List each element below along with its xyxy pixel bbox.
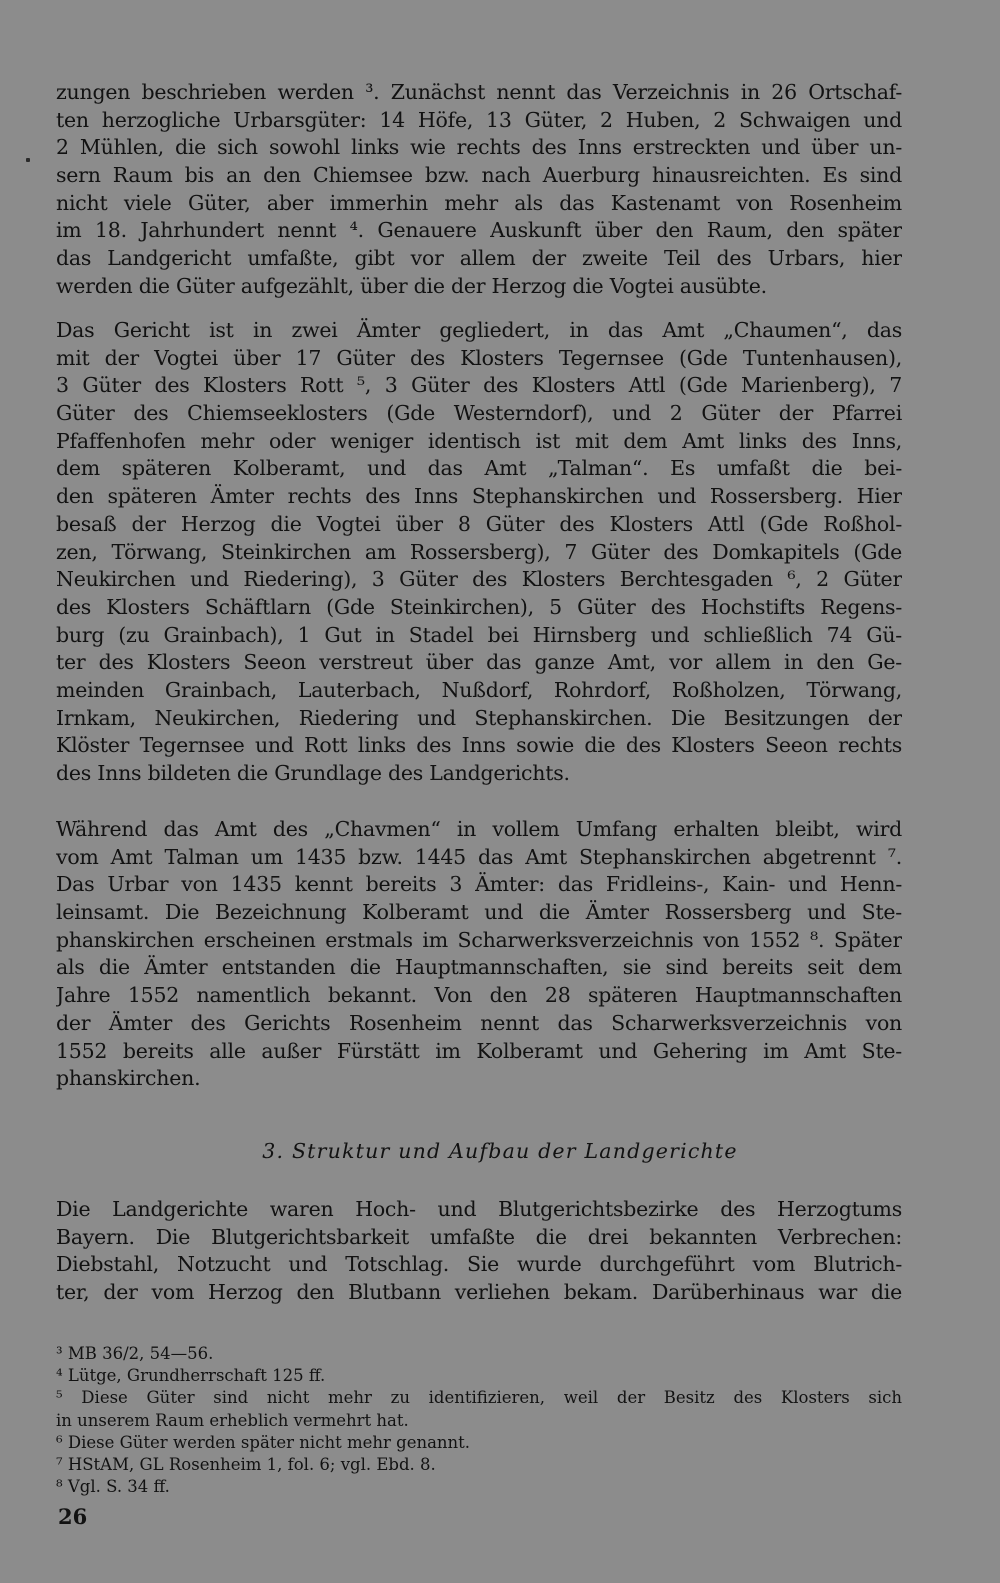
text-line: 2 Mühlen, die sich sowohl links wie rechts des Inns erstreckten und über un- <box>56 135 902 160</box>
text-line: im 18. Jahrhundert nennt ⁴. Genauere Auskunft über den Raum, den später <box>56 218 902 243</box>
page-number: 26 <box>58 1504 88 1529</box>
text-line: dem späteren Kolberamt, und das Amt „Talman“. Es umfaßt die bei- <box>56 456 902 481</box>
text-line: zungen beschrieben werden ³. Zunächst nennt das Verzeichnis in 26 Ortschaf- <box>56 80 902 104</box>
text-line: nicht viele Güter, aber immerhin mehr als das Kastenamt von Rosenheim <box>56 190 902 215</box>
text-line: leinsamt. Die Bezeichnung Kolberamt und die Ämter Rossersberg und Ste- <box>56 900 902 925</box>
text-line: zen, Törwang, Steinkirchen am Rossersberg), 7 Güter des Domkapitels (Gde <box>56 539 902 564</box>
text-line: Klöster Tegernsee und Rott links des Inns sowie die des Klosters Seeon rechts <box>56 733 902 758</box>
footnote: ⁴ Lütge, Grundherrschaft 125 ff. <box>56 1366 326 1386</box>
text-line: Bayern. Die Blutgerichtsbarkeit umfaßte die drei bekannten Verbrechen: <box>56 1224 902 1249</box>
footnote-continuation: in unserem Raum erheblich vermehrt hat. <box>56 1410 409 1430</box>
text-line: ter, der vom Herzog den Blutbann verliehen bekam. Darüberhinaus war die <box>56 1280 902 1305</box>
text-line: phanskirchen. <box>56 1066 201 1091</box>
text-line: Neukirchen und Riedering), 3 Güter des Klosters Berchtesgaden ⁶, 2 Güter <box>56 567 902 592</box>
text-line: vom Amt Talman um 1435 bzw. 1445 das Amt Stephanskirchen abgetrennt ⁷. <box>56 844 902 869</box>
text-line: mit der Vogtei über 17 Güter des Klosters Tegernsee (Gde Tuntenhausen), <box>56 345 902 370</box>
text-line: werden die Güter aufgezählt, über die der Herzog die Vogtei ausübte. <box>56 273 767 298</box>
footnote: ⁸ Vgl. S. 34 ff. <box>56 1477 170 1497</box>
footnote: ⁷ HStAM, GL Rosenheim 1, fol. 6; vgl. Ebd. 8. <box>56 1454 436 1474</box>
text-line: Diebstahl, Notzucht und Totschlag. Sie wurde durchgeführt vom Blutrich- <box>56 1252 902 1277</box>
text-line: 1552 bereits alle außer Fürstätt im Kolberamt und Gehering im Amt Ste- <box>56 1038 902 1063</box>
footnote: ⁵ Diese Güter sind nicht mehr zu identifizieren, weil der Besitz des Klosters sich <box>56 1388 902 1408</box>
text-line: Pfaffenhofen mehr oder weniger identisch ist mit dem Amt links des Inns, <box>56 428 902 453</box>
text-line: meinden Grainbach, Lauterbach, Nußdorf, Rohrdorf, Roßholzen, Törwang, <box>56 677 902 702</box>
paragraph-2 <box>56 317 902 788</box>
footnote: ³ MB 36/2, 54—56. <box>56 1344 214 1363</box>
footnote: ⁶ Diese Güter werden später nicht mehr genannt. <box>56 1432 471 1452</box>
text-line: den späteren Ämter rechts des Inns Stephanskirchen und Rossersberg. Hier <box>56 484 902 509</box>
footnotes <box>56 1343 902 1498</box>
text-line: des Klosters Schäftlarn (Gde Steinkirchen), 5 Güter des Hochstifts Regens- <box>56 594 902 619</box>
text-line: Das Gericht ist in zwei Ämter gegliedert, in das Amt „Chaumen“, das <box>56 318 902 342</box>
text-line: Während das Amt des „Chavmen“ in vollem Umfang erhalten bleibt, wird <box>56 817 902 841</box>
text-line: Die Landgerichte waren Hoch- und Blutgerichtsbezirke des Herzogtums <box>56 1197 902 1221</box>
text-line: phanskirchen erscheinen erstmals im Scharwerksverzeichnis von 1552 ⁸. Später <box>56 927 902 952</box>
text-line: ter des Klosters Seeon verstreut über das ganze Amt, vor allem in den Ge- <box>56 650 902 675</box>
paragraph-4 <box>56 1196 902 1307</box>
text-line: Das Urbar von 1435 kennt bereits 3 Ämter: das Fridleins-, Kain- und Henn- <box>56 872 902 897</box>
text-line: 3 Güter des Klosters Rott ⁵, 3 Güter des Klosters Attl (Gde Marienberg), 7 <box>56 373 902 398</box>
text-line: als die Ämter entstanden die Hauptmannschaften, sie sind bereits seit dem <box>56 955 902 980</box>
text-line: ten herzogliche Urbarsgüter: 14 Höfe, 13 Güter, 2 Huben, 2 Schwaigen und <box>56 107 902 132</box>
text-line: Güter des Chiemseeklosters (Gde Westerndorf), und 2 Güter der Pfarrei <box>56 401 902 426</box>
text-line: burg (zu Grainbach), 1 Gut in Stadel bei Hirnsberg und schließlich 74 Gü- <box>56 622 902 647</box>
scan-speck <box>26 158 30 162</box>
text-line: besaß der Herzog die Vogtei über 8 Güter des Klosters Attl (Gde Roßhol- <box>56 511 902 536</box>
text-line: das Landgericht umfaßte, gibt vor allem der zweite Teil des Urbars, hier <box>56 246 902 271</box>
text-line: Irnkam, Neukirchen, Riedering und Stephanskirchen. Die Besitzungen der <box>56 705 902 730</box>
text-line: der Ämter des Gerichts Rosenheim nennt das Scharwerksverzeichnis von <box>56 1010 902 1035</box>
paragraph-3 <box>56 816 902 1093</box>
text-line: Jahre 1552 namentlich bekannt. Von den 28 späteren Hauptmannschaften <box>56 983 902 1008</box>
text-line: sern Raum bis an den Chiemsee bzw. nach Auerburg hinausreichten. Es sind <box>56 163 902 188</box>
section-heading: 3. Struktur und Aufbau der Landgerichte <box>262 1139 738 1163</box>
paragraph-1 <box>56 79 902 301</box>
text-line: des Inns bildeten die Grundlage des Landgerichts. <box>56 761 570 785</box>
